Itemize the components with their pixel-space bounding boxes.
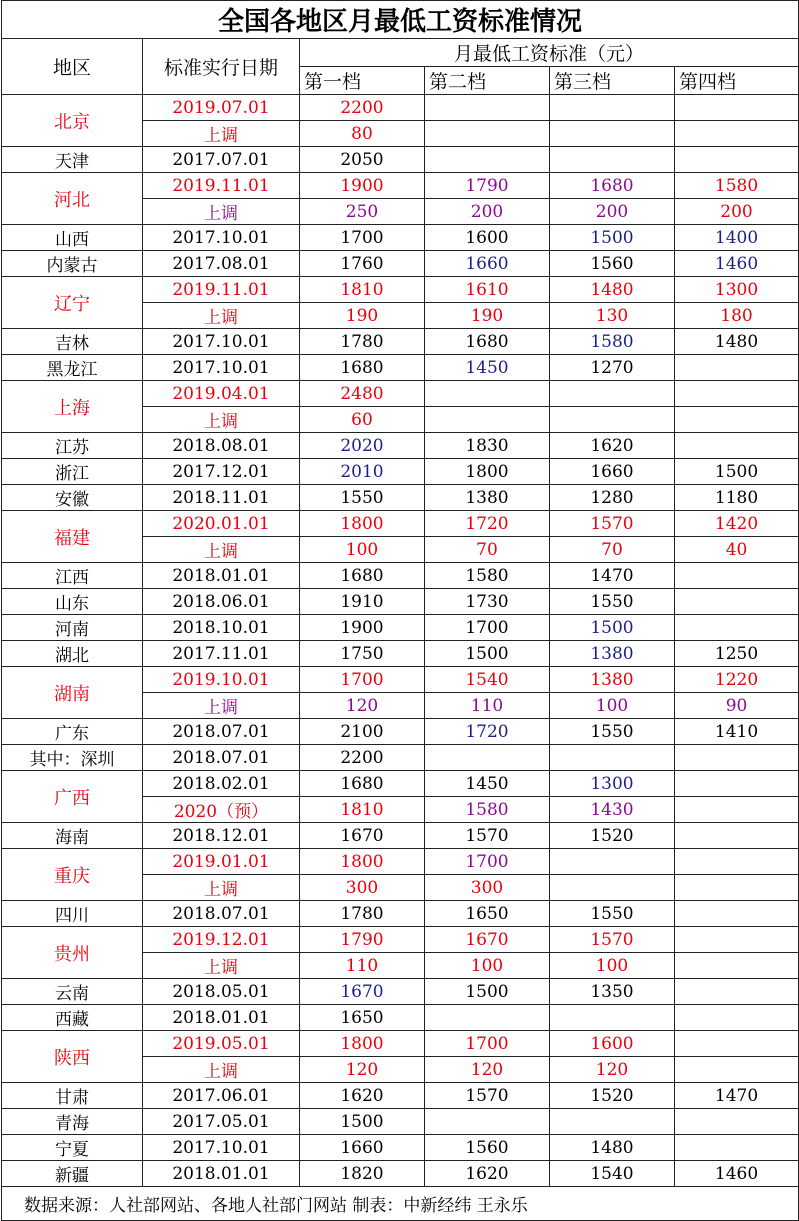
tier-3-cell: 1600	[550, 1031, 675, 1057]
tier-1-cell: 1800	[300, 511, 425, 537]
tier-1-cell: 1760	[300, 251, 425, 277]
tier-2-cell: 1660	[425, 251, 550, 277]
tier-2-cell: 110	[425, 693, 550, 719]
tier-4-cell: 1460	[675, 1161, 799, 1187]
tier-1-cell: 1810	[300, 797, 425, 823]
tier-3-cell: 1660	[550, 459, 675, 485]
source-footer: 数据来源：人社部网站、各地人社部门网站 制表：中新经纬 王永乐	[2, 1187, 799, 1221]
date-cell: 2019.07.01	[143, 95, 300, 121]
table-row	[2, 147, 799, 173]
tier-4-cell	[675, 1057, 799, 1083]
tier-4-cell	[675, 797, 799, 823]
region-cell: 重庆	[2, 849, 143, 901]
tier-1-cell: 1670	[300, 979, 425, 1005]
tier-1-cell: 1700	[300, 225, 425, 251]
region-cell: 浙江	[2, 459, 143, 485]
tier-4-cell: 1460	[675, 251, 799, 277]
date-cell: 2019.04.01	[143, 381, 300, 407]
tier-3-cell	[550, 875, 675, 901]
table-row	[2, 771, 799, 797]
tier-1-cell: 2010	[300, 459, 425, 485]
tier-4-cell	[675, 589, 799, 615]
tier-4-cell	[675, 875, 799, 901]
date-cell: 上调	[143, 537, 300, 563]
date-cell: 2017.11.01	[143, 641, 300, 667]
tier-2-cell: 1680	[425, 329, 550, 355]
table-row	[2, 615, 799, 641]
date-cell: 2017.06.01	[143, 1083, 300, 1109]
tier-4-cell: 1480	[675, 329, 799, 355]
tier-1-cell: 120	[300, 693, 425, 719]
tier-1-cell: 1680	[300, 355, 425, 381]
region-cell: 海南	[2, 823, 143, 849]
tier-1-cell: 1550	[300, 485, 425, 511]
tier-4-cell: 1400	[675, 225, 799, 251]
min-wage-table	[1, 0, 799, 1221]
tier-2-cell: 1450	[425, 771, 550, 797]
tier-1-cell: 2100	[300, 719, 425, 745]
region-cell: 新疆	[2, 1161, 143, 1187]
page-title: 全国各地区月最低工资标准情况	[2, 1, 799, 39]
region-cell: 湖南	[2, 667, 143, 719]
tier-4-cell: 1470	[675, 1083, 799, 1109]
table-row	[2, 641, 799, 667]
date-cell: 2019.12.01	[143, 927, 300, 953]
region-cell: 广西	[2, 771, 143, 823]
tier-1-cell: 1680	[300, 771, 425, 797]
tier-3-cell: 1280	[550, 485, 675, 511]
tier-3-cell: 1380	[550, 667, 675, 693]
date-cell: 2018.08.01	[143, 433, 300, 459]
tier-3-cell: 1380	[550, 641, 675, 667]
region-cell: 其中：深圳	[2, 745, 143, 771]
table-body	[2, 95, 799, 1187]
tier-2-cell: 1600	[425, 225, 550, 251]
table-row	[2, 355, 799, 381]
date-cell: 2018.07.01	[143, 719, 300, 745]
tier-3-cell: 1520	[550, 823, 675, 849]
tier-4-cell	[675, 147, 799, 173]
date-cell: 2018.05.01	[143, 979, 300, 1005]
table-row	[2, 719, 799, 745]
tier-1-cell: 1800	[300, 849, 425, 875]
tier-1-cell: 2480	[300, 381, 425, 407]
region-cell: 湖北	[2, 641, 143, 667]
date-cell: 上调	[143, 199, 300, 225]
tier-3-cell	[550, 745, 675, 771]
tier-1-cell: 1500	[300, 1109, 425, 1135]
tier-4-cell	[675, 745, 799, 771]
region-cell: 天津	[2, 147, 143, 173]
tier-2-cell: 1730	[425, 589, 550, 615]
tier-2-cell	[425, 745, 550, 771]
table-row	[2, 485, 799, 511]
date-cell: 2019.01.01	[143, 849, 300, 875]
tier-3-cell	[550, 381, 675, 407]
tier-2-cell: 1650	[425, 901, 550, 927]
tier-1-cell: 1900	[300, 615, 425, 641]
tier-2-cell	[425, 1005, 550, 1031]
tier-1-cell: 300	[300, 875, 425, 901]
standard-column-header: 月最低工资标准（元）	[300, 39, 799, 67]
tier-4-cell	[675, 407, 799, 433]
tier-3-cell: 1300	[550, 771, 675, 797]
tier-1-cell: 1620	[300, 1083, 425, 1109]
table-row	[2, 979, 799, 1005]
table-row	[2, 823, 799, 849]
tier-2-cell: 120	[425, 1057, 550, 1083]
table-row	[2, 927, 799, 953]
region-cell: 河北	[2, 173, 143, 225]
tier-2-cell: 1580	[425, 563, 550, 589]
tier-3-cell: 1480	[550, 277, 675, 303]
tier-2-cell: 1700	[425, 849, 550, 875]
date-cell: 2018.01.01	[143, 563, 300, 589]
table-row	[2, 1135, 799, 1161]
tier-4-cell	[675, 823, 799, 849]
region-cell: 安徽	[2, 485, 143, 511]
tier-2-cell: 1670	[425, 927, 550, 953]
tier-2-cell	[425, 147, 550, 173]
tier-1-cell: 1780	[300, 329, 425, 355]
tier-2-cell: 200	[425, 199, 550, 225]
tier-3-cell: 1620	[550, 433, 675, 459]
tier-3-cell: 1270	[550, 355, 675, 381]
tier-4-header: 第四档	[675, 67, 799, 95]
tier-1-cell: 1780	[300, 901, 425, 927]
tier-4-cell	[675, 927, 799, 953]
tier-1-cell: 1680	[300, 563, 425, 589]
tier-1-cell: 1790	[300, 927, 425, 953]
date-cell: 上调	[143, 121, 300, 147]
table-row	[2, 1109, 799, 1135]
tier-3-cell: 1550	[550, 719, 675, 745]
table-row	[2, 1083, 799, 1109]
tier-1-cell: 2200	[300, 745, 425, 771]
tier-3-cell: 1520	[550, 1083, 675, 1109]
table-row	[2, 1161, 799, 1187]
tier-2-cell: 70	[425, 537, 550, 563]
tier-3-cell: 1550	[550, 589, 675, 615]
date-cell: 2017.07.01	[143, 147, 300, 173]
tier-4-cell	[675, 1005, 799, 1031]
region-cell: 北京	[2, 95, 143, 147]
region-cell: 广东	[2, 719, 143, 745]
tier-1-cell: 1700	[300, 667, 425, 693]
tier-4-cell	[675, 1135, 799, 1161]
tier-3-cell	[550, 147, 675, 173]
tier-4-cell	[675, 563, 799, 589]
tier-2-cell: 1700	[425, 1031, 550, 1057]
region-cell: 甘肃	[2, 1083, 143, 1109]
tier-3-cell: 1570	[550, 511, 675, 537]
tier-2-cell	[425, 407, 550, 433]
date-cell: 2017.10.01	[143, 225, 300, 251]
table-row	[2, 745, 799, 771]
tier-1-cell: 2050	[300, 147, 425, 173]
tier-1-cell: 80	[300, 121, 425, 147]
tier-3-cell: 1680	[550, 173, 675, 199]
date-cell: 2019.11.01	[143, 173, 300, 199]
date-cell: 2017.08.01	[143, 251, 300, 277]
tier-2-cell: 1570	[425, 1083, 550, 1109]
tier-1-cell: 1800	[300, 1031, 425, 1057]
tier-2-cell: 1830	[425, 433, 550, 459]
tier-1-cell: 2020	[300, 433, 425, 459]
tier-4-cell	[675, 355, 799, 381]
date-cell: 2018.01.01	[143, 1161, 300, 1187]
tier-4-cell	[675, 901, 799, 927]
region-cell: 青海	[2, 1109, 143, 1135]
tier-4-cell	[675, 1031, 799, 1057]
tier-3-cell: 1570	[550, 927, 675, 953]
date-cell: 上调	[143, 953, 300, 979]
table-row	[2, 1005, 799, 1031]
tier-3-cell: 120	[550, 1057, 675, 1083]
tier-2-cell: 100	[425, 953, 550, 979]
tier-4-cell: 180	[675, 303, 799, 329]
tier-3-cell	[550, 1005, 675, 1031]
tier-3-cell	[550, 1109, 675, 1135]
date-cell: 上调	[143, 303, 300, 329]
tier-2-cell: 1610	[425, 277, 550, 303]
tier-2-cell: 1560	[425, 1135, 550, 1161]
tier-3-cell	[550, 849, 675, 875]
tier-1-cell: 60	[300, 407, 425, 433]
date-cell: 2020.01.01	[143, 511, 300, 537]
tier-2-cell: 1450	[425, 355, 550, 381]
date-cell: 2017.12.01	[143, 459, 300, 485]
tier-4-cell	[675, 95, 799, 121]
tier-4-cell: 1500	[675, 459, 799, 485]
table-row	[2, 225, 799, 251]
table-row	[2, 173, 799, 199]
date-cell: 2017.10.01	[143, 1135, 300, 1161]
tier-4-cell: 1580	[675, 173, 799, 199]
date-cell: 2018.02.01	[143, 771, 300, 797]
tier-2-cell: 1720	[425, 511, 550, 537]
table-row	[2, 95, 799, 121]
region-cell: 吉林	[2, 329, 143, 355]
table-row	[2, 459, 799, 485]
tier-3-cell	[550, 121, 675, 147]
tier-4-cell	[675, 771, 799, 797]
table-row	[2, 1031, 799, 1057]
tier-4-cell: 1220	[675, 667, 799, 693]
tier-2-cell: 1800	[425, 459, 550, 485]
date-cell: 2018.10.01	[143, 615, 300, 641]
tier-3-cell	[550, 407, 675, 433]
region-cell: 河南	[2, 615, 143, 641]
tier-1-cell: 190	[300, 303, 425, 329]
date-cell: 2019.11.01	[143, 277, 300, 303]
region-cell: 贵州	[2, 927, 143, 979]
tier-3-cell: 1560	[550, 251, 675, 277]
region-cell: 云南	[2, 979, 143, 1005]
tier-1-cell: 110	[300, 953, 425, 979]
region-cell: 福建	[2, 511, 143, 563]
tier-4-cell: 1180	[675, 485, 799, 511]
tier-3-cell: 1580	[550, 329, 675, 355]
region-cell: 黑龙江	[2, 355, 143, 381]
tier-2-cell: 1570	[425, 823, 550, 849]
region-column-header: 地区	[2, 39, 143, 95]
region-cell: 四川	[2, 901, 143, 927]
tier-1-cell: 1900	[300, 173, 425, 199]
date-column-header: 标准实行日期	[143, 39, 300, 95]
table-row	[2, 563, 799, 589]
date-cell: 2018.11.01	[143, 485, 300, 511]
tier-2-cell	[425, 121, 550, 147]
tier-3-cell: 1500	[550, 615, 675, 641]
date-cell: 2017.10.01	[143, 329, 300, 355]
date-cell: 2018.12.01	[143, 823, 300, 849]
region-cell: 江西	[2, 563, 143, 589]
table-row	[2, 849, 799, 875]
tier-4-cell: 1300	[675, 277, 799, 303]
tier-3-cell: 1350	[550, 979, 675, 1005]
region-cell: 辽宁	[2, 277, 143, 329]
table-row	[2, 251, 799, 277]
date-cell: 上调	[143, 407, 300, 433]
tier-1-cell: 1820	[300, 1161, 425, 1187]
tier-3-cell: 1500	[550, 225, 675, 251]
tier-1-cell: 100	[300, 537, 425, 563]
tier-3-cell: 1540	[550, 1161, 675, 1187]
tier-2-cell: 1720	[425, 719, 550, 745]
tier-2-cell: 190	[425, 303, 550, 329]
tier-4-cell	[675, 1109, 799, 1135]
tier-1-cell: 1660	[300, 1135, 425, 1161]
tier-2-cell	[425, 1109, 550, 1135]
table-row	[2, 433, 799, 459]
tier-2-cell	[425, 95, 550, 121]
region-cell: 内蒙古	[2, 251, 143, 277]
tier-1-cell: 250	[300, 199, 425, 225]
date-cell: 2017.10.01	[143, 355, 300, 381]
tier-2-cell: 1500	[425, 641, 550, 667]
region-cell: 江苏	[2, 433, 143, 459]
table-row	[2, 901, 799, 927]
tier-3-cell: 70	[550, 537, 675, 563]
tier-2-cell	[425, 381, 550, 407]
tier-1-cell: 1810	[300, 277, 425, 303]
tier-3-cell: 100	[550, 693, 675, 719]
tier-2-cell: 1540	[425, 667, 550, 693]
date-cell: 2019.10.01	[143, 667, 300, 693]
tier-1-cell: 120	[300, 1057, 425, 1083]
tier-4-cell: 200	[675, 199, 799, 225]
table-row	[2, 329, 799, 355]
tier-4-cell	[675, 615, 799, 641]
tier-3-cell: 130	[550, 303, 675, 329]
table-row	[2, 667, 799, 693]
tier-2-cell: 1790	[425, 173, 550, 199]
date-cell: 2017.05.01	[143, 1109, 300, 1135]
tier-4-cell	[675, 953, 799, 979]
tier-4-cell	[675, 433, 799, 459]
tier-1-cell: 1910	[300, 589, 425, 615]
tier-4-cell	[675, 849, 799, 875]
date-cell: 上调	[143, 875, 300, 901]
tier-4-cell	[675, 979, 799, 1005]
tier-1-cell: 1670	[300, 823, 425, 849]
tier-4-cell: 1420	[675, 511, 799, 537]
tier-3-cell: 1470	[550, 563, 675, 589]
table-row	[2, 511, 799, 537]
region-cell: 山东	[2, 589, 143, 615]
region-cell: 上海	[2, 381, 143, 433]
region-cell: 山西	[2, 225, 143, 251]
date-cell: 2019.05.01	[143, 1031, 300, 1057]
table-row	[2, 589, 799, 615]
tier-4-cell: 1250	[675, 641, 799, 667]
tier-2-cell: 1620	[425, 1161, 550, 1187]
date-cell: 上调	[143, 1057, 300, 1083]
tier-4-cell: 40	[675, 537, 799, 563]
tier-3-cell	[550, 95, 675, 121]
tier-4-cell	[675, 381, 799, 407]
tier-3-cell: 1550	[550, 901, 675, 927]
date-cell: 2018.07.01	[143, 901, 300, 927]
tier-2-cell: 300	[425, 875, 550, 901]
date-cell: 2018.01.01	[143, 1005, 300, 1031]
tier-4-cell: 1410	[675, 719, 799, 745]
region-cell: 宁夏	[2, 1135, 143, 1161]
tier-4-cell: 90	[675, 693, 799, 719]
tier-3-cell: 1430	[550, 797, 675, 823]
region-cell: 陕西	[2, 1031, 143, 1083]
tier-2-cell: 1700	[425, 615, 550, 641]
tier-3-cell: 200	[550, 199, 675, 225]
tier-2-header: 第二档	[425, 67, 550, 95]
date-cell: 上调	[143, 693, 300, 719]
tier-3-header: 第三档	[550, 67, 675, 95]
tier-3-cell: 100	[550, 953, 675, 979]
tier-1-cell: 2200	[300, 95, 425, 121]
tier-3-cell: 1480	[550, 1135, 675, 1161]
date-cell: 2020（预）	[143, 797, 300, 823]
tier-2-cell: 1380	[425, 485, 550, 511]
table-row	[2, 277, 799, 303]
tier-1-cell: 1750	[300, 641, 425, 667]
tier-1-cell: 1650	[300, 1005, 425, 1031]
tier-2-cell: 1500	[425, 979, 550, 1005]
region-cell: 西藏	[2, 1005, 143, 1031]
date-cell: 2018.06.01	[143, 589, 300, 615]
table-row	[2, 381, 799, 407]
date-cell: 2018.07.01	[143, 745, 300, 771]
tier-2-cell: 1580	[425, 797, 550, 823]
tier-4-cell	[675, 121, 799, 147]
tier-1-header: 第一档	[300, 67, 425, 95]
